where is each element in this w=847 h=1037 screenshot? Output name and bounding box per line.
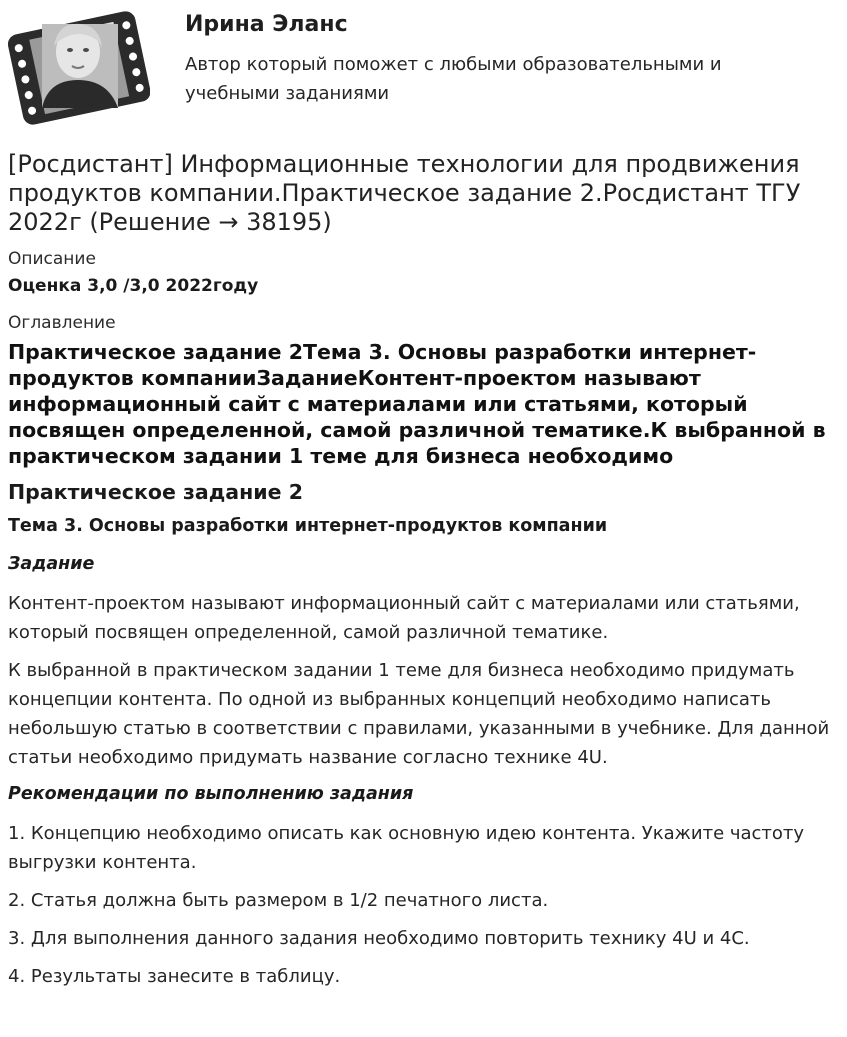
task-heading: Практическое задание 2	[8, 480, 303, 504]
toc-label: Оглавление	[8, 313, 116, 333]
recommendations-label: Рекомендации по выполнению задания	[8, 784, 414, 804]
recommendation-item: 1. Концепцию необходимо описать как основную идею контента. Укажите частоту выгрузки контента.	[8, 823, 805, 873]
avatar[interactable]	[8, 8, 150, 126]
task-label: Задание	[8, 554, 95, 574]
topic-heading: Тема 3. Основы разработки интернет-продуктов компании	[8, 516, 608, 536]
author-card	[8, 8, 838, 128]
description-label: Описание	[8, 249, 96, 269]
page-title: [Росдистант] Информационные технологии для продвижения продуктов компании.Практическое задание 2.Росдистант ТГУ 2022г (Решение → 38195)	[8, 150, 801, 236]
document-content	[8, 150, 840, 1000]
recommendation-item: 4. Результаты занесите в таблицу.	[8, 966, 341, 987]
recommendation-item: 3. Для выполнения данного задания необходимо повторить технику 4U и 4С.	[8, 928, 750, 949]
toc-text: Практическое задание 2Тема 3. Основы разработки интернет-продуктов компанииЗаданиеКонтент-проектом называют информационный сайт с материалами или статьями, который посвящен определенной, самой различной тематике.К выбранной в практическом задании 1 теме для бизнеса необходимо	[8, 340, 826, 468]
rating-text: Оценка 3,0 /3,0 2022году	[8, 276, 259, 296]
paragraph: К выбранной в практическом задании 1 теме для бизнеса необходимо придумать концепции контента. По одной из выбранных концепций необходимо написать небольшую статью в соответствии с правилами, указанными в учебнике. Для данной статьи необходимо придумать название согласно технике 4U.	[8, 660, 830, 768]
author-name[interactable]: Ирина Эланс	[185, 12, 348, 37]
recommendation-item: 2. Статья должна быть размером в 1/2 печатного листа.	[8, 890, 549, 911]
avatar-image	[8, 8, 150, 126]
author-description: Автор который поможет с любыми образовательными и учебными заданиями	[185, 54, 722, 104]
paragraph: Контент-проектом называют информационный сайт с материалами или статьями, который посвящен определенной, самой различной тематике.	[8, 593, 800, 643]
